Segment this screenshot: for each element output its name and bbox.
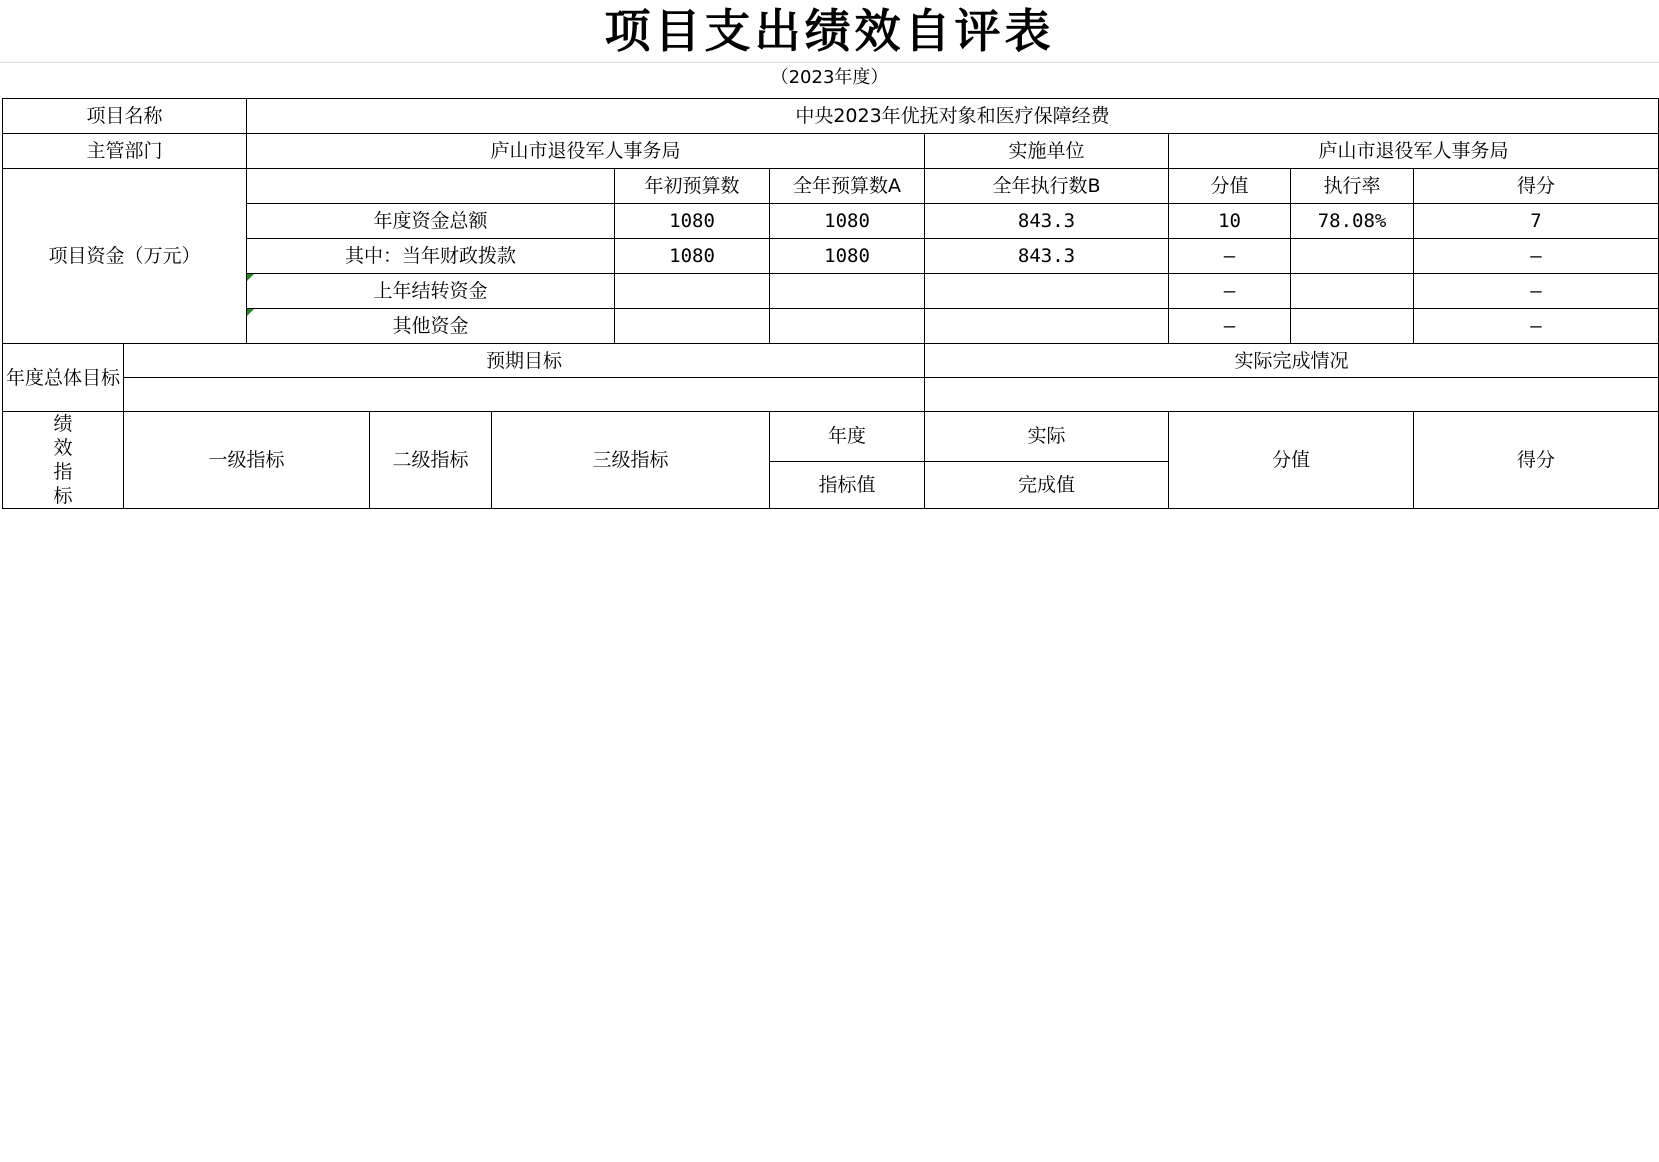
project-name-row (3, 99, 1659, 134)
implementer-label: 实施单位 (925, 134, 1169, 169)
header-level3: 三级指标 (492, 412, 770, 509)
header-score-value: 分值 (1169, 412, 1414, 509)
header-target-top: 年度 (770, 412, 925, 462)
funds-row-initial[interactable] (615, 274, 770, 309)
funds-row-rate[interactable]: 78.08% (1291, 204, 1414, 239)
evaluation-table (2, 98, 1659, 509)
funds-header-blank (247, 169, 615, 204)
funds-header-exec: 全年执行数B (925, 169, 1169, 204)
funds-header-score: 得分 (1414, 169, 1659, 204)
funds-row (3, 204, 1659, 239)
funds-row-score[interactable]: — (1414, 309, 1659, 344)
performance-label: 绩效指标 (3, 412, 124, 509)
actual-completion-value[interactable] (925, 378, 1659, 412)
expected-goal-value[interactable] (124, 378, 925, 412)
funds-row-score[interactable]: 7 (1414, 204, 1659, 239)
project-name-label: 项目名称 (3, 99, 247, 134)
funds-row-name[interactable]: 年度资金总额 (247, 204, 615, 239)
page-subtitle: （2023年度） (770, 67, 889, 88)
funds-header-rate: 执行率 (1291, 169, 1414, 204)
funds-row-name[interactable]: 其他资金 (247, 309, 615, 344)
annual-goal-value-row (3, 378, 1659, 412)
funds-row-budget[interactable] (770, 274, 925, 309)
funds-row-score-value[interactable]: 10 (1169, 204, 1291, 239)
department-row (3, 134, 1659, 169)
funds-header-initial: 年初预算数 (615, 169, 770, 204)
department-label: 主管部门 (3, 134, 247, 169)
funds-header-row (3, 169, 1659, 204)
funds-row-exec[interactable]: 843.3 (925, 204, 1169, 239)
funds-row-score-value[interactable]: — (1169, 274, 1291, 309)
cell-comment-marker-icon (247, 309, 254, 316)
funds-row-rate[interactable] (1291, 274, 1414, 309)
funds-label: 项目资金（万元） (3, 169, 247, 344)
funds-row (3, 309, 1659, 344)
funds-row-exec[interactable]: 843.3 (925, 239, 1169, 274)
funds-row-initial[interactable]: 1080 (615, 239, 770, 274)
performance-header-row (3, 412, 1659, 462)
funds-row-score[interactable]: — (1414, 274, 1659, 309)
funds-row-budget[interactable]: 1080 (770, 239, 925, 274)
annual-goal-header-row (3, 344, 1659, 378)
funds-row-score-value[interactable]: — (1169, 309, 1291, 344)
funds-row (3, 239, 1659, 274)
funds-row-initial[interactable] (615, 309, 770, 344)
header-level1: 一级指标 (124, 412, 370, 509)
header-level2: 二级指标 (370, 412, 492, 509)
cell-comment-marker-icon (247, 274, 254, 281)
funds-header-budget: 全年预算数A (770, 169, 925, 204)
funds-row-rate[interactable] (1291, 309, 1414, 344)
header-target-bottom: 指标值 (770, 461, 925, 508)
header-actual-bottom: 完成值 (925, 461, 1169, 508)
expected-goal-label: 预期目标 (124, 344, 925, 378)
funds-row-initial[interactable]: 1080 (615, 204, 770, 239)
funds-row-name[interactable]: 上年结转资金 (247, 274, 615, 309)
header-actual-top: 实际 (925, 412, 1169, 462)
page-title: 项目支出绩效自评表 (604, 4, 1055, 58)
funds-row-name[interactable]: 其中：当年财政拨款 (247, 239, 615, 274)
funds-row-rate[interactable] (1291, 239, 1414, 274)
funds-row-exec[interactable] (925, 274, 1169, 309)
annual-goal-label: 年度总体目标 (3, 344, 124, 412)
implementer-value[interactable]: 庐山市退役军人事务局 (1169, 134, 1659, 169)
department-value[interactable]: 庐山市退役军人事务局 (247, 134, 925, 169)
funds-row-budget[interactable]: 1080 (770, 204, 925, 239)
actual-completion-label: 实际完成情况 (925, 344, 1659, 378)
funds-row-score-value[interactable]: — (1169, 239, 1291, 274)
header-score: 得分 (1414, 412, 1659, 509)
project-name-value[interactable]: 中央2023年优抚对象和医疗保障经费 (247, 99, 1659, 134)
funds-row-exec[interactable] (925, 309, 1169, 344)
funds-row-score[interactable]: — (1414, 239, 1659, 274)
funds-header-score-value: 分值 (1169, 169, 1291, 204)
funds-row-budget[interactable] (770, 309, 925, 344)
funds-row (3, 274, 1659, 309)
